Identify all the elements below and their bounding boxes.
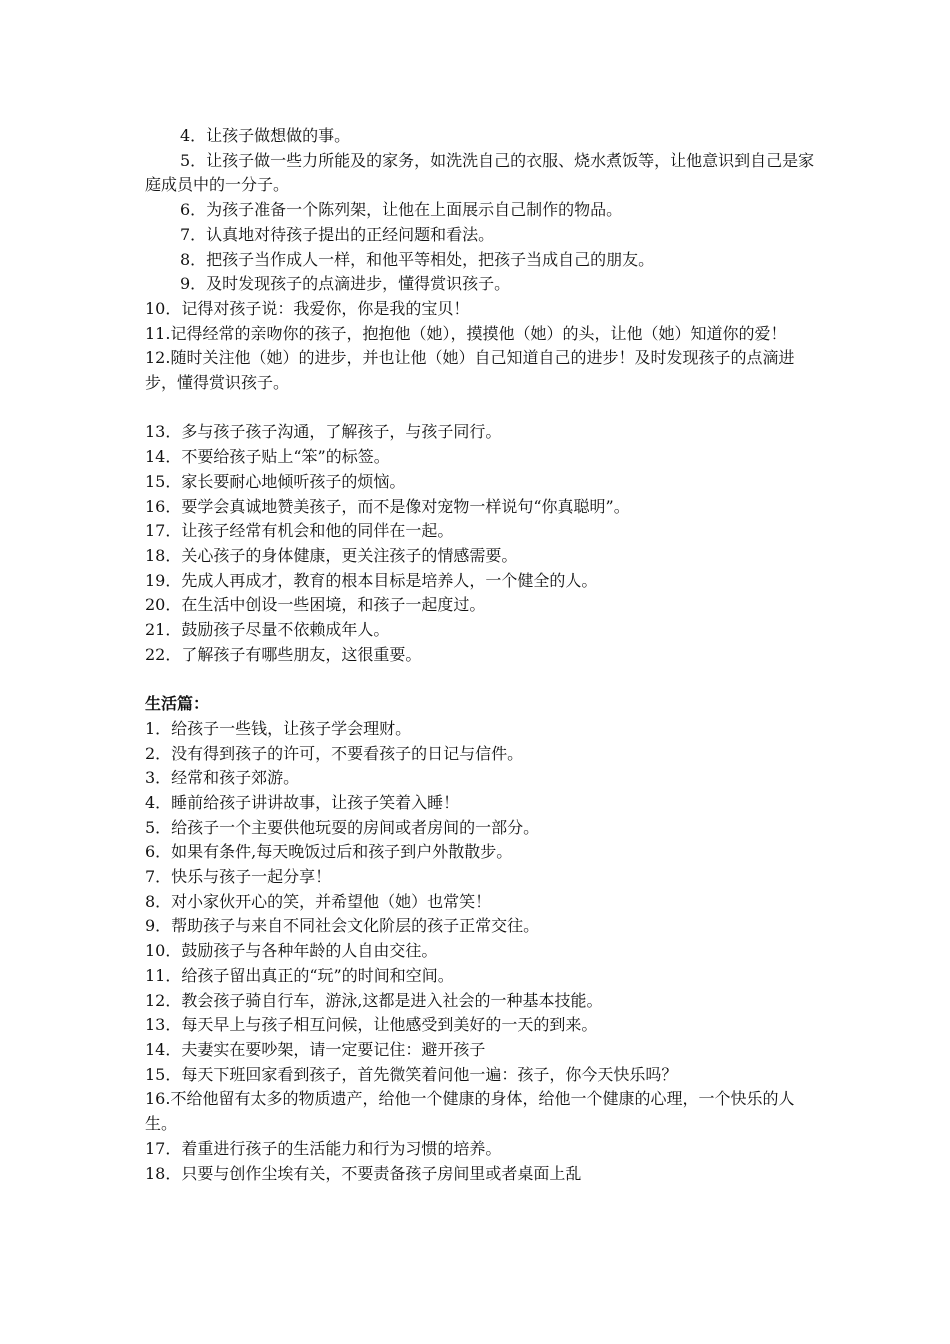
list-item: 6．为孩子准备一个陈列架，让他在上面展示自己制作的物品。 xyxy=(180,200,623,220)
list-item: 8．对小家伙开心的笑，并希望他（她）也常笑！ xyxy=(145,891,492,911)
list-item: 4．睡前给孩子讲讲故事，让孩子笑着入睡！ xyxy=(145,792,460,812)
document-page xyxy=(145,124,815,1186)
list-item: 11．给孩子留出真正的“玩”的时间和空间。 xyxy=(145,965,454,985)
list-item: 17．让孩子经常有机会和他的同伴在一起。 xyxy=(145,521,454,541)
list-item: 9．帮助孩子与来自不同社会文化阶层的孩子正常交往。 xyxy=(145,916,540,936)
list-item: 6．如果有条件,每天晚饭过后和孩子到户外散散步。 xyxy=(145,842,513,862)
list-item: 15．每天下班回家看到孩子，首先微笑着问他一遍：孩子，你今天快乐吗？ xyxy=(145,1064,678,1084)
list-item: 21．鼓励孩子尽量不依赖成年人。 xyxy=(145,620,390,640)
list-item-text: 5．让孩子做一些力所能及的家务，如洗洗自己的衣服、烧水煮饭等，让他意识到自己是家庭成员中的一分子。 xyxy=(145,150,815,195)
list-item: 16.不给他留有太多的物质遗产，给他一个健康的身体，给他一个健康的心理，一个快乐的人生。 xyxy=(145,1089,795,1134)
list-item: 14．不要给孩子贴上“笨”的标签。 xyxy=(145,447,390,467)
list-item: 7．快乐与孩子一起分享！ xyxy=(145,867,332,887)
list-item: 13．多与孩子孩子沟通，了解孩子，与孩子同行。 xyxy=(145,422,502,442)
spacer xyxy=(145,396,815,421)
list-item: 10．鼓励孩子与各种年龄的人自由交往。 xyxy=(145,941,438,961)
list-item: 3．经常和孩子郊游。 xyxy=(145,768,300,788)
list-item: 14．夫妻实在要吵架，请一定要记住：避开孩子 xyxy=(145,1039,486,1059)
section-life xyxy=(145,692,815,1186)
list-item: 16．要学会真诚地赞美孩子，而不是像对宠物一样说句“你真聪明”。 xyxy=(145,496,630,516)
list-item: 12．教会孩子骑自行车，游泳,这都是进入社会的一种基本技能。 xyxy=(145,990,603,1010)
spacer xyxy=(145,667,815,692)
list-item: 10．记得对孩子说：我爱你，你是我的宝贝！ xyxy=(145,298,470,318)
section-heading: 生活篇： xyxy=(145,694,210,714)
list-item: 22．了解孩子有哪些朋友，这很重要。 xyxy=(145,644,422,664)
list-item: 8．把孩子当作成人一样，和他平等相处，把孩子当成自己的朋友。 xyxy=(180,249,655,269)
list-item: 2．没有得到孩子的许可，不要看孩子的日记与信件。 xyxy=(145,743,524,763)
list-item: 1．给孩子一些钱，让孩子学会理财。 xyxy=(145,718,412,738)
list-item: 20．在生活中创设一些困境，和孩子一起度过。 xyxy=(145,595,486,615)
list-item: 19．先成人再成才，教育的根本目标是培养人，一个健全的人。 xyxy=(145,570,598,590)
list-item: 11.记得经常的亲吻你的孩子，抱抱他（她），摸摸他（她）的头，让他（她）知道你的爱！ xyxy=(145,323,787,343)
list-item: 17．着重进行孩子的生活能力和行为习惯的培养。 xyxy=(145,1138,502,1158)
list-item: 18．只要与创作尘埃有关，不要责备孩子房间里或者桌面上乱 xyxy=(145,1163,582,1183)
list-item: 9．及时发现孩子的点滴进步，懂得赏识孩子。 xyxy=(180,274,511,294)
list-item xyxy=(145,149,815,198)
list-item: 12.随时关注他（她）的进步，并也让他（她）自己知道自己的进步！及时发现孩子的点滴进步，懂得赏识孩子。 xyxy=(145,348,795,393)
section-intro-list xyxy=(145,124,815,396)
list-item: 18．关心孩子的身体健康，更关注孩子的情感需要。 xyxy=(145,545,518,565)
list-item: 15．家长要耐心地倾听孩子的烦恼。 xyxy=(145,471,406,491)
list-item: 5．给孩子一个主要供他玩耍的房间或者房间的一部分。 xyxy=(145,817,540,837)
section-communication-list xyxy=(145,420,815,667)
list-item: 7．认真地对待孩子提出的正经问题和看法。 xyxy=(180,224,495,244)
list-item: 4．让孩子做想做的事。 xyxy=(180,126,351,145)
list-item: 13．每天早上与孩子相互问候，让他感受到美好的一天的到来。 xyxy=(145,1015,598,1035)
